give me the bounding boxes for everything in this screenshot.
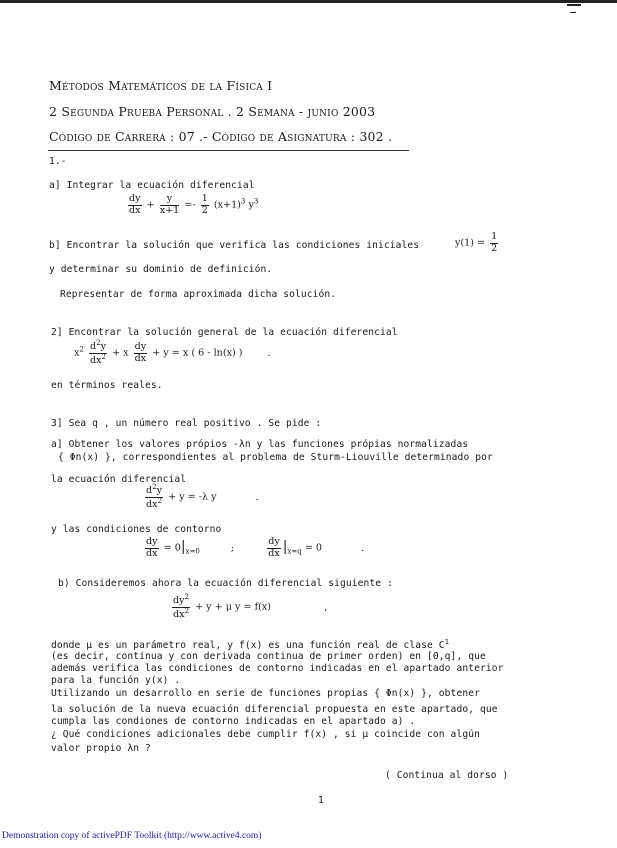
question-1a-text: a] Integrar la ecuación diferencial — [49, 180, 255, 191]
question-3b-para-4: para la función y(x) . — [51, 675, 181, 686]
question-1b-text-2: y determinar su dominio de definición. — [49, 264, 273, 275]
scan-mark — [567, 4, 581, 6]
question-1-number: 1.- — [49, 156, 67, 167]
question-3b-para-7: cumpla las condiones de contorno indicadas en el apartado a) . — [51, 716, 416, 727]
question-3b-para-6: la solución de la nueva ecuación diferencial propuesta en este apartado, que — [51, 704, 498, 715]
question-3b-para-5: Utilizando un desarrollo en serie de funciones propias { Φn(x) }, obtener — [51, 688, 480, 699]
question-3a-text-2: { Φn(x) }, correspondientes al problema de Sturm-Liouville determinado por — [58, 452, 493, 463]
header-rule — [48, 150, 409, 151]
question-3a-text-1: a] Obtener los valores própios -λn y las funciones própias normalizadas — [51, 439, 469, 450]
continue-note: ( Continua al dorso ) — [385, 770, 509, 781]
question-3b-para-8: ¿ Qué condiciones adicionales debe cumplir f(x) , si μ coincide con algún — [51, 729, 480, 740]
question-1b-text: b] Encontrar la solución que verifica las condiciones iniciales — [49, 240, 420, 251]
question-2-text: 2] Encontrar la solución general de la ecuación diferencial — [51, 327, 398, 338]
exam-info: 2 Segunda Prueba Personal . 2 Semana - junio 2003 — [49, 104, 376, 119]
demo-watermark-link[interactable]: Demonstration copy of activePDF Toolkit (http://www.active4.com) — [2, 831, 262, 841]
initial-condition: y(1) = $\frac{1}{2}$ — [455, 231, 498, 254]
question-3-intro: 3] Sea q , un número real positivo . Se pide : — [51, 418, 322, 429]
question-3b-para-2: (es decir, continua y con derivada continua de primer orden) en [0,q], que — [51, 651, 486, 662]
question-3a-text-3: la ecuación diferencial — [51, 474, 187, 485]
question-3a-text-4: y las condiciones de contorno — [51, 524, 222, 535]
page-number: 1 — [318, 795, 324, 806]
question-2-equation: $x^2$ $\frac{d^2y}{dx^2}$ + x $\frac{dy}{dx}$ + y = x ( 6 - ln(x) ) . — [74, 339, 271, 366]
question-3b-para-1: donde μ es un parámetro real, y f(x) es una función real de clase $C^1$ — [51, 638, 450, 652]
question-2-text-2: en términos reales. — [51, 380, 163, 391]
top-scan-border — [0, 0, 617, 3]
scan-mark — [570, 12, 576, 13]
question-1a-equation: $\frac{dy}{dx}$ + $\frac{y}{x+1}$ =- $\frac{1}{2}$ $(x+1)^3$ $y^3$ — [129, 193, 259, 216]
question-3b-para-3: además verifica las condiciones de contorno indicadas en el apartado anterior — [51, 663, 504, 674]
boundary-conditions: $\frac{dy}{dx}$ = $0|_{x=0}$ ; $\frac{dy}{dx}$ $|_{x=q} = 0$ . — [146, 536, 365, 559]
question-3b-text-1: b) Consideremos ahora la ecuación diferencial siguiente : — [58, 578, 393, 589]
course-codes: Código de Carrera : 07 .- Código de Asignatura : 302 . — [49, 129, 393, 144]
question-1b-text-3: Representar de forma aproximada dicha solución. — [60, 289, 337, 300]
question-3a-equation: $\frac{d^2y}{dx^2}$ + y = -λ y . — [146, 483, 259, 510]
question-3b-equation: $\frac{dy^2}{dx^2}$ + y + μ y = f(x) , — [173, 593, 328, 620]
course-title: Métodos Matemáticos de la Física I — [49, 78, 273, 93]
question-3b-para-9: valor propio λn ? — [51, 743, 151, 754]
